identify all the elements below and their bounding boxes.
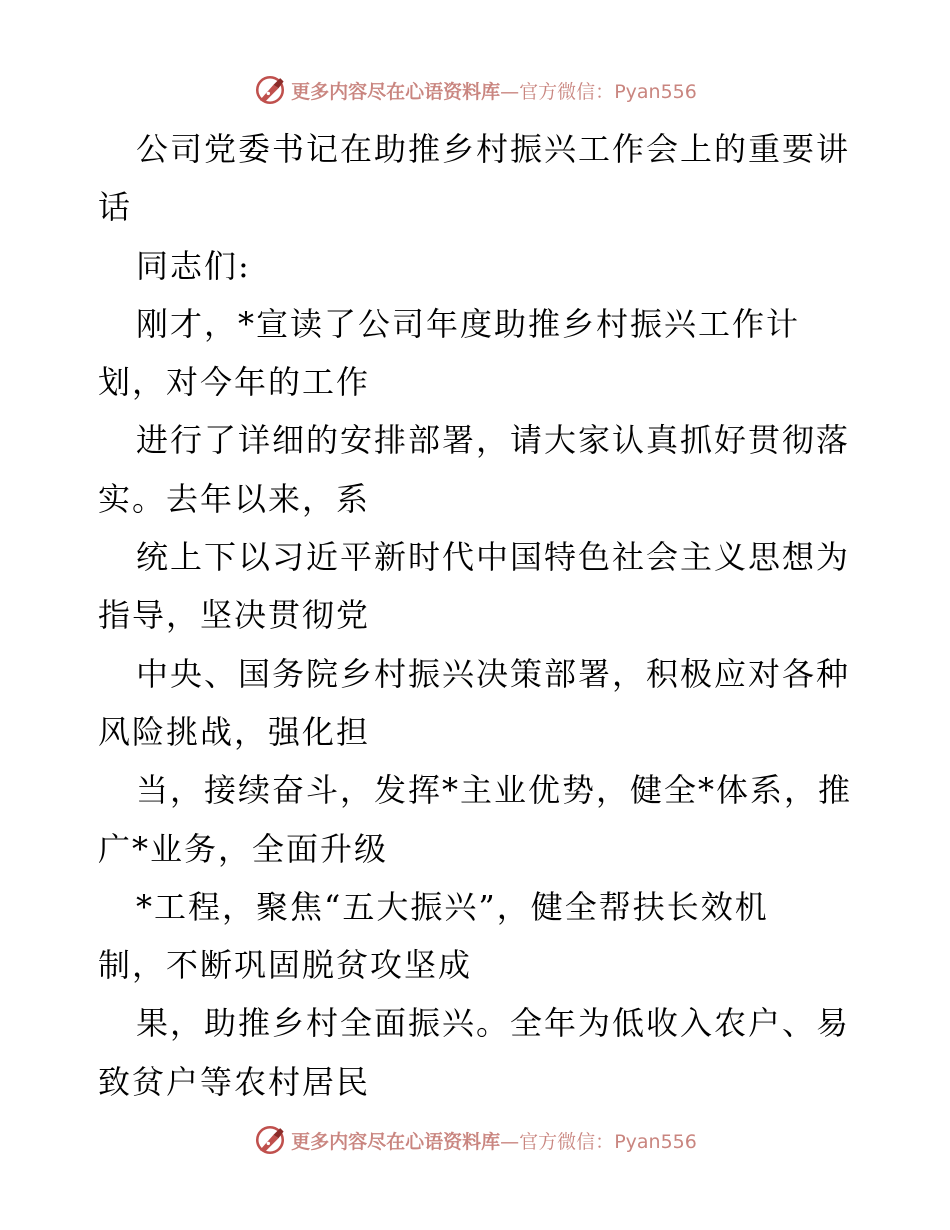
document-body — [98, 120, 858, 1111]
doc-line: 同志们: — [136, 246, 251, 285]
doc-line: 广*业务，全面升级 — [98, 829, 389, 868]
watermark-separator: — — [500, 80, 520, 103]
doc-line: 当，接续奋斗，发挥*主业优势，健全*体系，推 — [136, 771, 853, 810]
pen-logo-icon — [253, 1123, 287, 1157]
watermark-footer — [0, 1120, 950, 1160]
watermark-wechat-id: Pyan556 — [614, 80, 697, 103]
doc-line: 进行了详细的安排部署，请大家认真抓好贯彻落 — [136, 421, 851, 460]
doc-line: 划，对今年的工作 — [98, 363, 371, 402]
watermark-wechat-label: 官方微信： — [519, 1130, 615, 1153]
pen-logo-icon — [253, 73, 287, 107]
doc-line: 实。去年以来，系 — [98, 479, 371, 518]
doc-line: 致贫户等农村居民 — [98, 1062, 371, 1101]
doc-line: 制，不断巩固脱贫攻坚成 — [98, 946, 473, 985]
watermark-header — [0, 70, 950, 110]
watermark-separator: — — [500, 1130, 520, 1153]
watermark-wechat-label: 官方微信： — [519, 80, 615, 103]
doc-line: 刚才，*宣读了公司年度助推乡村振兴工作计 — [136, 304, 801, 343]
doc-line: 果，助推乡村全面振兴。全年为低收入农户、易 — [136, 1004, 851, 1043]
watermark-wechat-id: Pyan556 — [614, 1130, 697, 1153]
watermark-main-text: 更多内容尽在心语资料库 — [291, 1130, 501, 1153]
doc-line: 指导，坚决贯彻党 — [98, 596, 371, 635]
doc-line: 风险挑战，强化担 — [98, 712, 371, 751]
doc-line: 公司党委书记在助推乡村振兴工作会上的重要讲 — [136, 130, 851, 168]
doc-line: 统上下以习近平新时代中国特色社会主义思想为 — [136, 538, 851, 577]
doc-line: *工程，聚焦“五大振兴”，健全帮扶长效机 — [136, 887, 769, 926]
watermark-main-text: 更多内容尽在心语资料库 — [291, 80, 501, 103]
doc-line: 话 — [98, 188, 133, 227]
doc-line: 中央、国务院乡村振兴决策部署，积极应对各种 — [136, 654, 851, 693]
